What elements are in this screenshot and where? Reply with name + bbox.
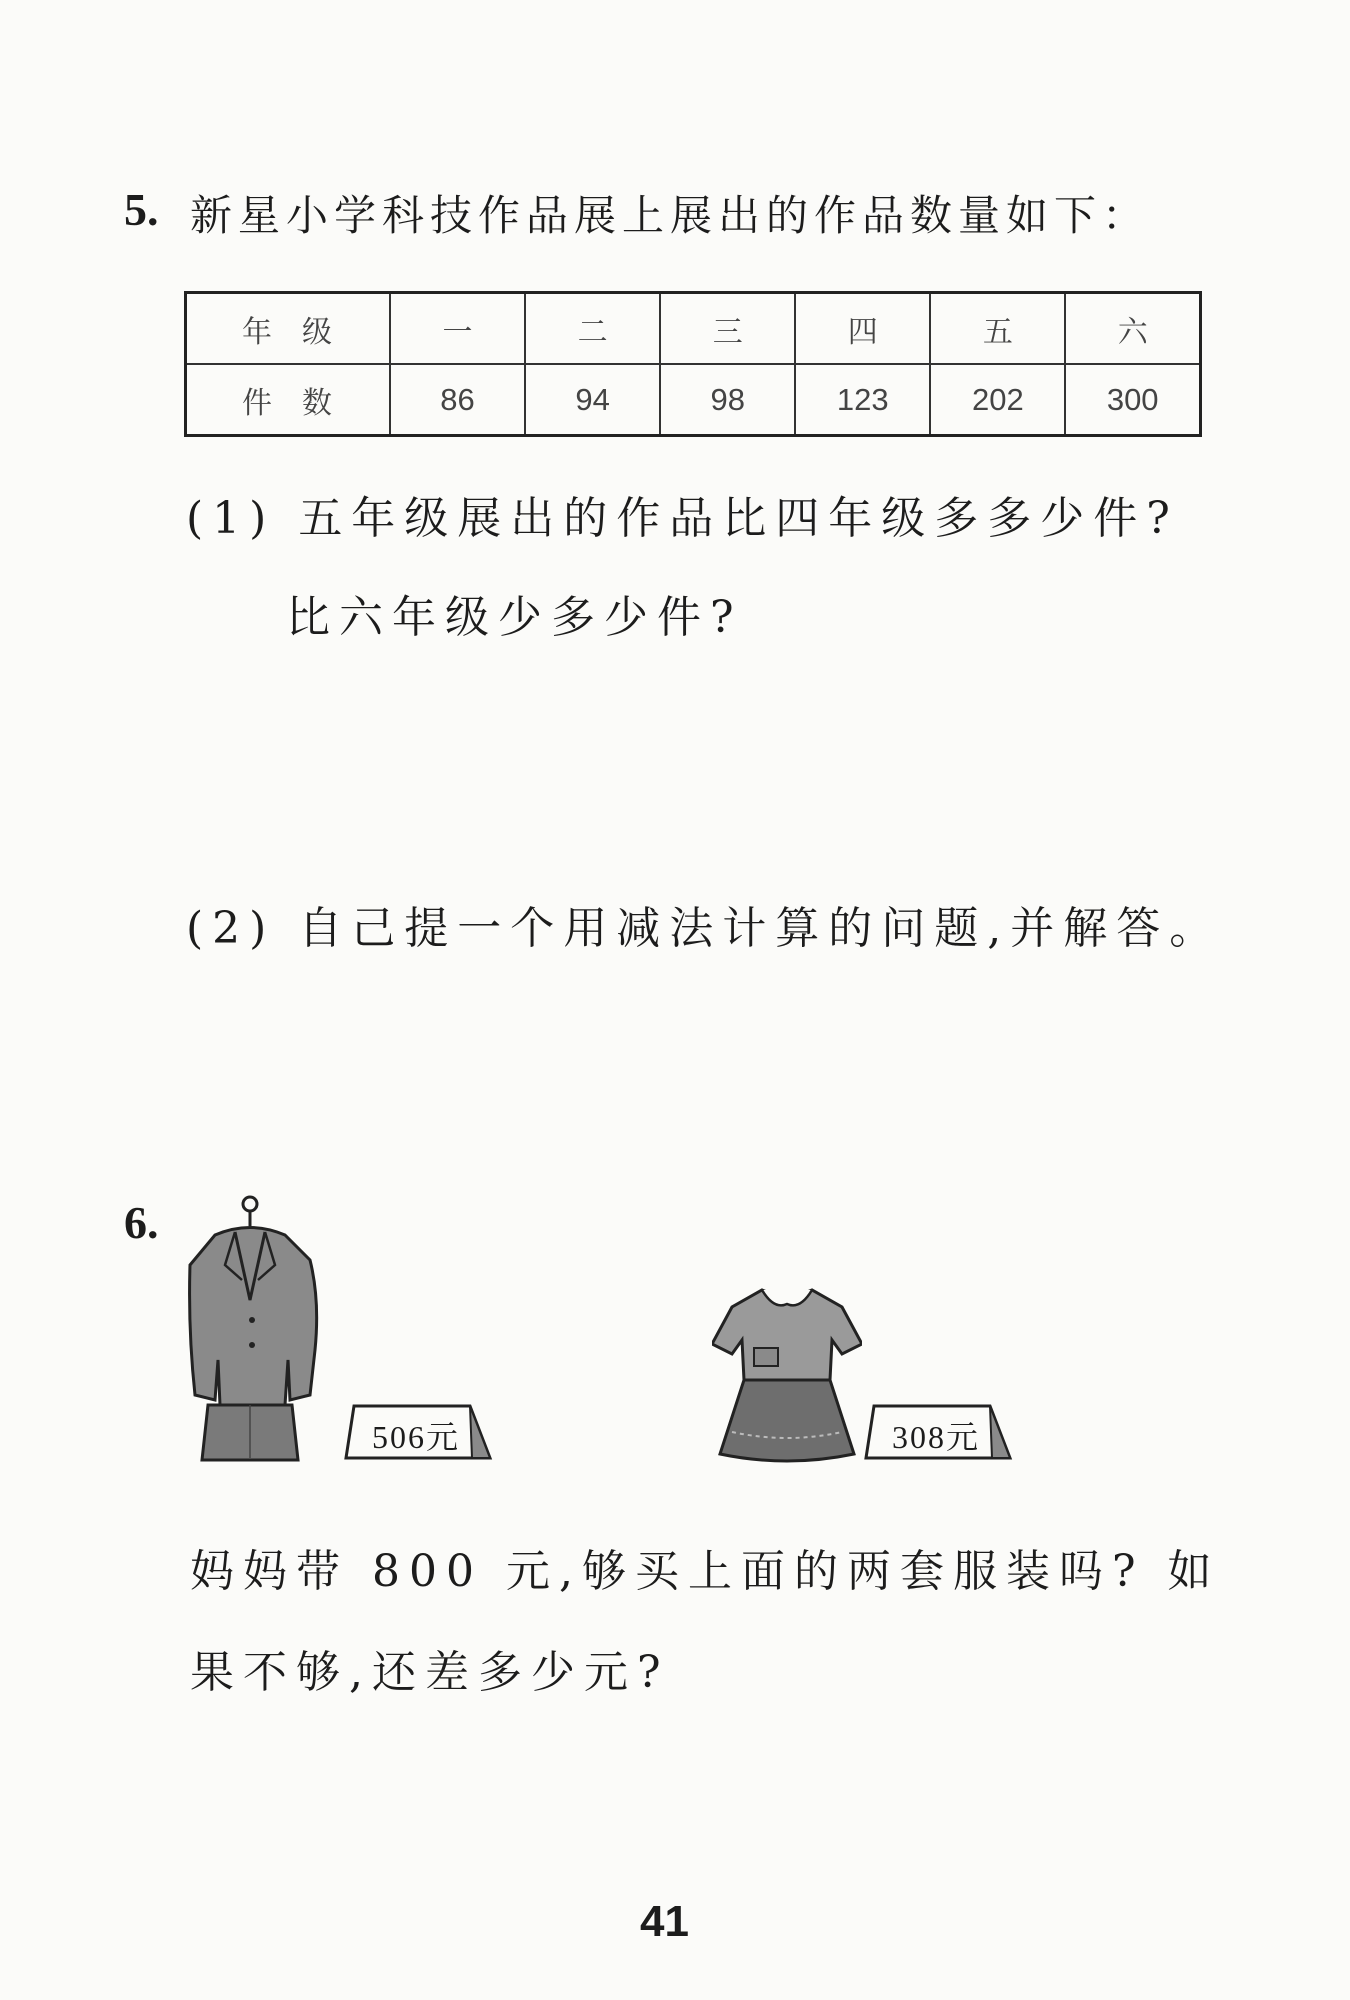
table-cell-grade-2: 二 (525, 293, 660, 365)
artwork-count-table (184, 291, 1202, 437)
question-6-number: 6. (124, 1197, 159, 1248)
table-cell-count-5: 202 (930, 364, 1065, 436)
table-cell-grade-1: 一 (390, 293, 525, 365)
question-5-part-2: (2) 自己提一个用减法计算的问题,并解答。 (186, 903, 1223, 954)
table-cell-count-2: 94 (525, 364, 660, 436)
table-row-grades (186, 293, 1201, 365)
table-header-count: 件数 (186, 364, 391, 436)
page-number: 41 (640, 1897, 689, 1946)
table-cell-grade-6: 六 (1065, 293, 1200, 365)
girls-dress-illustration (712, 1282, 862, 1472)
question-5-part-1-line-2: 比六年级少多少件? (286, 592, 743, 643)
table-header-grade: 年级 (186, 293, 391, 365)
question-6-text-line-2: 果不够,还差多少元? (190, 1647, 670, 1698)
price-label-dress: 308元 (892, 1419, 981, 1455)
table-cell-grade-3: 三 (660, 293, 795, 365)
question-5-number: 5. (124, 184, 159, 235)
question-5-part-1-line-1: (1) 五年级展出的作品比四年级多多少件? (186, 493, 1179, 544)
womens-suit-illustration (180, 1190, 330, 1470)
price-label-suit: 506元 (372, 1419, 461, 1455)
table-cell-count-3: 98 (660, 364, 795, 436)
table-cell-grade-5: 五 (930, 293, 1065, 365)
question-5-text: 新星小学科技作品展上展出的作品数量如下： (190, 191, 1151, 240)
table-row-counts (186, 364, 1201, 436)
question-6-text-line-1: 妈妈带 800 元,够买上面的两套服装吗? 如 (190, 1546, 1221, 1597)
table-cell-count-4: 123 (795, 364, 930, 436)
table-cell-count-6: 300 (1065, 364, 1200, 436)
table-cell-count-1: 86 (390, 364, 525, 436)
table-cell-grade-4: 四 (795, 293, 930, 365)
